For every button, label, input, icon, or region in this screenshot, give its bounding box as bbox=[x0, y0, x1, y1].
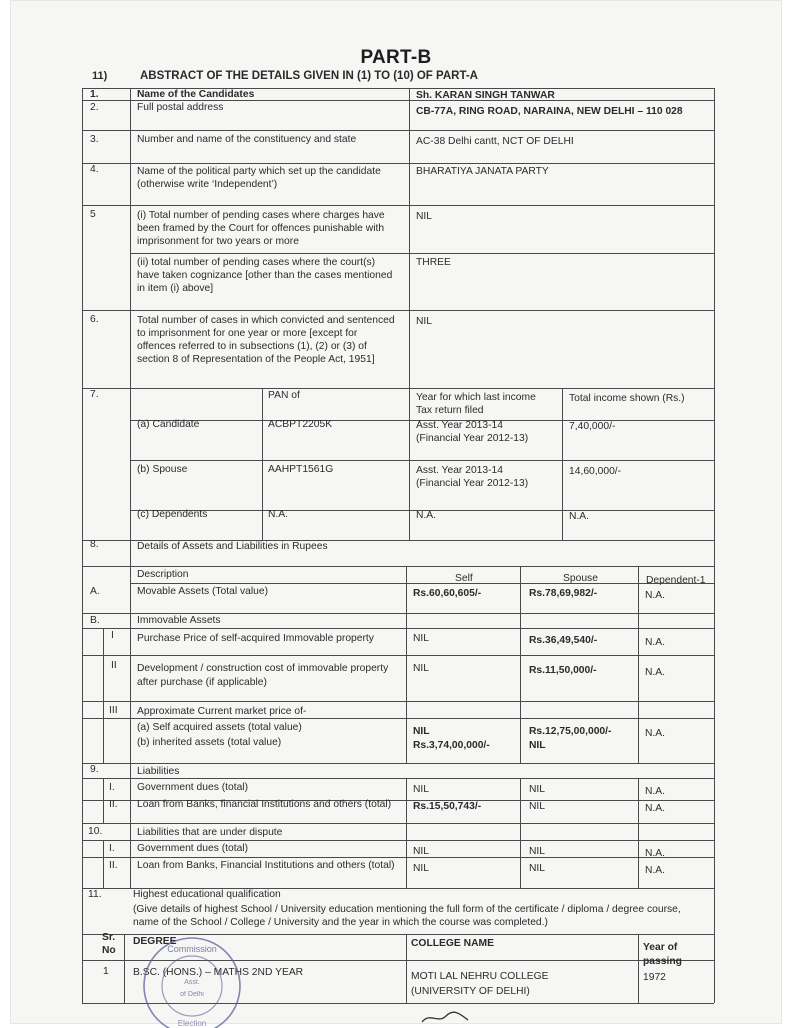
right-border bbox=[714, 88, 715, 1003]
liability-label: Loan from Banks, financial Institutions and others (total) bbox=[137, 799, 392, 810]
liability-self: NIL bbox=[413, 784, 430, 795]
label-convicted: offences referred to in subsections (1), (2) or (3) of bbox=[137, 341, 367, 352]
dispute-dep: N.A. bbox=[645, 865, 666, 876]
seal-text-low: of Delhi bbox=[180, 991, 204, 998]
label-party: Name of the political party which set up the candidate bbox=[137, 166, 381, 177]
income-row-year: N.A. bbox=[416, 510, 437, 521]
dispute-dep: N.A. bbox=[645, 848, 666, 859]
item-roman: I bbox=[111, 630, 114, 641]
item-roman: I. bbox=[109, 782, 115, 793]
table-rule bbox=[82, 778, 714, 779]
income-row-pan: N.A. bbox=[268, 509, 289, 520]
item-number: 1. bbox=[90, 89, 99, 100]
item-letter: A. bbox=[90, 586, 100, 597]
column-header-year-of-passing: passing bbox=[643, 956, 682, 967]
column-rule bbox=[103, 840, 104, 888]
income-row-label: (a) Candidate bbox=[137, 419, 200, 430]
item-number: 8. bbox=[90, 539, 99, 550]
dispute-label: Government dues (total) bbox=[137, 843, 249, 854]
table-rule bbox=[82, 718, 714, 719]
column-header-year: Tax return filed bbox=[416, 405, 484, 416]
section-heading-education: Highest educational qualification bbox=[133, 889, 281, 900]
item-number: 11. bbox=[88, 889, 102, 900]
income-row-label: (b) Spouse bbox=[137, 464, 188, 475]
value-constituency: AC-38 Delhi cantt, NCT OF DELHI bbox=[416, 136, 574, 147]
column-header-sr: No bbox=[102, 945, 116, 956]
value-purchase-self: NIL bbox=[413, 633, 430, 644]
item-number: 4. bbox=[90, 164, 99, 175]
item-roman: III bbox=[109, 705, 118, 716]
liability-spouse: NIL bbox=[529, 801, 546, 812]
label-development-cost: Development / construction cost of immovable property bbox=[137, 663, 389, 674]
label-candidate-name: Name of the Candidates bbox=[137, 89, 255, 100]
value-candidate-name: Sh. KARAN SINGH TANWAR bbox=[416, 90, 555, 101]
value-market-self: NIL bbox=[413, 726, 430, 737]
table-rule bbox=[130, 253, 714, 254]
section-heading-dispute: Liabilities that are under dispute bbox=[137, 827, 283, 838]
column-header-sr: Sr. bbox=[102, 932, 116, 943]
label-market-price: (a) Self acquired assets (total value) bbox=[137, 722, 302, 733]
column-rule bbox=[130, 540, 131, 888]
column-header-year: Year for which last income bbox=[416, 392, 536, 403]
column-header-description: Description bbox=[137, 569, 189, 580]
label-party: (otherwise write ‘Independent’) bbox=[137, 179, 278, 190]
label-development-cost: after purchase (if applicable) bbox=[137, 677, 267, 688]
table-rule bbox=[82, 310, 714, 311]
table-rule bbox=[82, 655, 714, 656]
column-header-pan: PAN of bbox=[268, 390, 300, 401]
education-row-college: MOTI LAL NEHRU COLLEGE bbox=[411, 971, 549, 982]
value-cognizance-cases: THREE bbox=[416, 257, 451, 268]
column-rule bbox=[406, 934, 407, 1003]
column-header-year-of-passing: Year of bbox=[643, 942, 678, 953]
label-market-price: Approximate Current market price of- bbox=[137, 706, 307, 717]
column-rule bbox=[520, 778, 521, 888]
column-rule bbox=[103, 628, 104, 763]
label-convicted: to imprisonment for one year or more [except for bbox=[137, 328, 358, 339]
seal-text-mid: Asst. bbox=[184, 979, 200, 986]
column-header-college: COLLEGE NAME bbox=[411, 938, 494, 949]
left-border bbox=[82, 88, 83, 1003]
column-header-spouse: Spouse bbox=[563, 573, 598, 584]
liability-label: Government dues (total) bbox=[137, 782, 249, 793]
column-rule bbox=[103, 778, 104, 823]
table-rule bbox=[130, 460, 714, 461]
table-rule bbox=[130, 583, 714, 584]
table-rule bbox=[82, 566, 714, 567]
value-movable-spouse: Rs.78,69,982/- bbox=[529, 588, 598, 599]
label-market-price: (b) inherited assets (total value) bbox=[137, 737, 282, 748]
education-row-college: (UNIVERSITY OF DELHI) bbox=[411, 986, 530, 997]
value-party: BHARATIYA JANATA PARTY bbox=[416, 166, 549, 177]
income-row-year: (Financial Year 2012-13) bbox=[416, 478, 529, 489]
item-roman: II bbox=[111, 660, 117, 671]
income-row-year: (Financial Year 2012-13) bbox=[416, 433, 529, 444]
column-rule bbox=[409, 88, 410, 540]
label-cognizance-cases: have taken cognizance [other than the cases mentioned bbox=[137, 270, 393, 281]
liability-spouse: NIL bbox=[529, 784, 546, 795]
income-row-pan: AAHPT1561G bbox=[268, 464, 334, 475]
dispute-self: NIL bbox=[413, 863, 430, 874]
education-note: name of the School / College / University and the year in which the course was completed.) bbox=[133, 917, 548, 928]
item-number: 3. bbox=[90, 134, 99, 145]
table-rule bbox=[82, 823, 714, 824]
label-purchase-price: Purchase Price of self-acquired Immovable property bbox=[137, 633, 374, 644]
section-number: 11) bbox=[92, 70, 108, 82]
label-address: Full postal address bbox=[137, 102, 224, 113]
value-pending-cases: NIL bbox=[416, 211, 433, 222]
income-row-year: Asst. Year 2013-14 bbox=[416, 465, 504, 476]
official-seal bbox=[132, 930, 252, 1028]
column-rule bbox=[262, 388, 263, 540]
column-header-self: Self bbox=[455, 573, 473, 584]
liability-dep: N.A. bbox=[645, 786, 666, 797]
table-rule bbox=[82, 857, 714, 858]
label-pending-cases: (i) Total number of pending cases where charges have bbox=[137, 210, 385, 221]
label-convicted: Total number of cases in which convicted and sentenced bbox=[137, 315, 395, 326]
table-rule bbox=[82, 205, 714, 206]
column-header-degree: DEGREE bbox=[133, 936, 177, 947]
item-number: 5 bbox=[90, 209, 96, 220]
column-header-dependent: Dependent-1 bbox=[646, 575, 706, 586]
income-row-total: 14,60,000/- bbox=[569, 466, 622, 477]
item-number: 9. bbox=[90, 764, 99, 775]
education-row-year: 1972 bbox=[643, 972, 666, 983]
item-letter: B. bbox=[90, 615, 100, 626]
value-purchase-dep: N.A. bbox=[645, 637, 666, 648]
table-rule bbox=[82, 763, 714, 764]
liability-self: Rs.15,50,743/- bbox=[413, 801, 482, 812]
section-heading-assets: Details of Assets and Liabilities in Rupees bbox=[137, 541, 328, 552]
column-rule bbox=[638, 934, 639, 1003]
label-pending-cases: imprisonment for two years or more bbox=[137, 236, 299, 247]
column-rule bbox=[124, 934, 125, 1003]
table-rule bbox=[82, 701, 714, 702]
section-heading-liabilities: Liabilities bbox=[137, 766, 180, 777]
page-title: PART-B bbox=[360, 47, 432, 68]
seal-text-bottom: Election bbox=[177, 1019, 207, 1028]
value-market-self: Rs.3,74,00,000/- bbox=[413, 740, 490, 751]
value-market-spouse: NIL bbox=[529, 740, 546, 751]
column-rule bbox=[406, 778, 407, 888]
education-note: (Give details of highest School / University education mentioning the full form of the certificate / diploma / degree course, bbox=[133, 904, 681, 915]
table-rule bbox=[82, 388, 714, 389]
value-dev-dep: N.A. bbox=[645, 667, 666, 678]
label-constituency: Number and name of the constituency and state bbox=[137, 134, 357, 145]
value-convicted: NIL bbox=[416, 316, 433, 327]
value-market-spouse: Rs.12,75,00,000/- bbox=[529, 726, 612, 737]
column-rule bbox=[638, 778, 639, 888]
liability-dep: N.A. bbox=[645, 803, 666, 814]
table-rule bbox=[82, 628, 714, 629]
label-pending-cases: been framed by the Court for offences punishable with bbox=[137, 223, 385, 234]
column-header-income: Total income shown (Rs.) bbox=[569, 393, 685, 404]
label-movable: Movable Assets (Total value) bbox=[137, 586, 269, 597]
value-dev-spouse: Rs.11,50,000/- bbox=[529, 665, 597, 676]
column-rule bbox=[520, 566, 521, 763]
item-number: 2. bbox=[90, 102, 99, 113]
education-row-sr: 1 bbox=[103, 966, 109, 977]
column-rule bbox=[562, 388, 563, 540]
item-number: 6. bbox=[90, 314, 99, 325]
column-rule bbox=[406, 566, 407, 763]
dispute-label: Loan from Banks, Financial Institutions and others (total) bbox=[137, 860, 395, 871]
label-convicted: section 8 of Representation of the People Act, 1951] bbox=[137, 354, 375, 365]
dispute-spouse: NIL bbox=[529, 846, 546, 857]
label-cognizance-cases: (ii) total number of pending cases where the court(s) bbox=[137, 257, 376, 268]
seal-text-top: Commission bbox=[167, 944, 217, 954]
dispute-self: NIL bbox=[413, 846, 430, 857]
value-movable-self: Rs.60,60,605/- bbox=[413, 588, 482, 599]
table-rule bbox=[82, 163, 714, 164]
section-subtitle: ABSTRACT OF THE DETAILS GIVEN IN (1) TO (10) OF PART-A bbox=[140, 70, 478, 82]
scanned-page bbox=[10, 0, 782, 1024]
dispute-spouse: NIL bbox=[529, 863, 546, 874]
item-number: 10. bbox=[88, 826, 103, 837]
value-address: CB-77A, RING ROAD, NARAINA, NEW DELHI – 110 028 bbox=[416, 106, 683, 117]
education-row-degree: B.SC. (HONS.) – MATHS 2ND YEAR bbox=[133, 967, 304, 978]
value-dev-self: NIL bbox=[413, 663, 430, 674]
label-immovable: Immovable Assets bbox=[137, 615, 221, 626]
item-roman: II. bbox=[109, 799, 118, 810]
table-rule bbox=[82, 130, 714, 131]
label-cognizance-cases: in item (i) above] bbox=[137, 283, 214, 294]
value-market-dep: N.A. bbox=[645, 728, 666, 739]
item-number: 7. bbox=[90, 389, 99, 400]
table-rule bbox=[82, 840, 714, 841]
value-purchase-spouse: Rs.36,49,540/- bbox=[529, 635, 598, 646]
income-row-total: N.A. bbox=[569, 511, 590, 522]
value-movable-dep: N.A. bbox=[645, 590, 666, 601]
column-rule bbox=[638, 566, 639, 763]
income-row-total: 7,40,000/- bbox=[569, 421, 616, 432]
income-row-year: Asst. Year 2013-14 bbox=[416, 420, 504, 431]
column-rule bbox=[130, 88, 131, 540]
income-row-pan: ACBPT2205K bbox=[268, 419, 333, 430]
item-roman: I. bbox=[109, 843, 115, 854]
item-roman: II. bbox=[109, 860, 118, 871]
income-row-label: (c) Dependents bbox=[137, 509, 208, 520]
signature-mark bbox=[420, 1010, 470, 1024]
